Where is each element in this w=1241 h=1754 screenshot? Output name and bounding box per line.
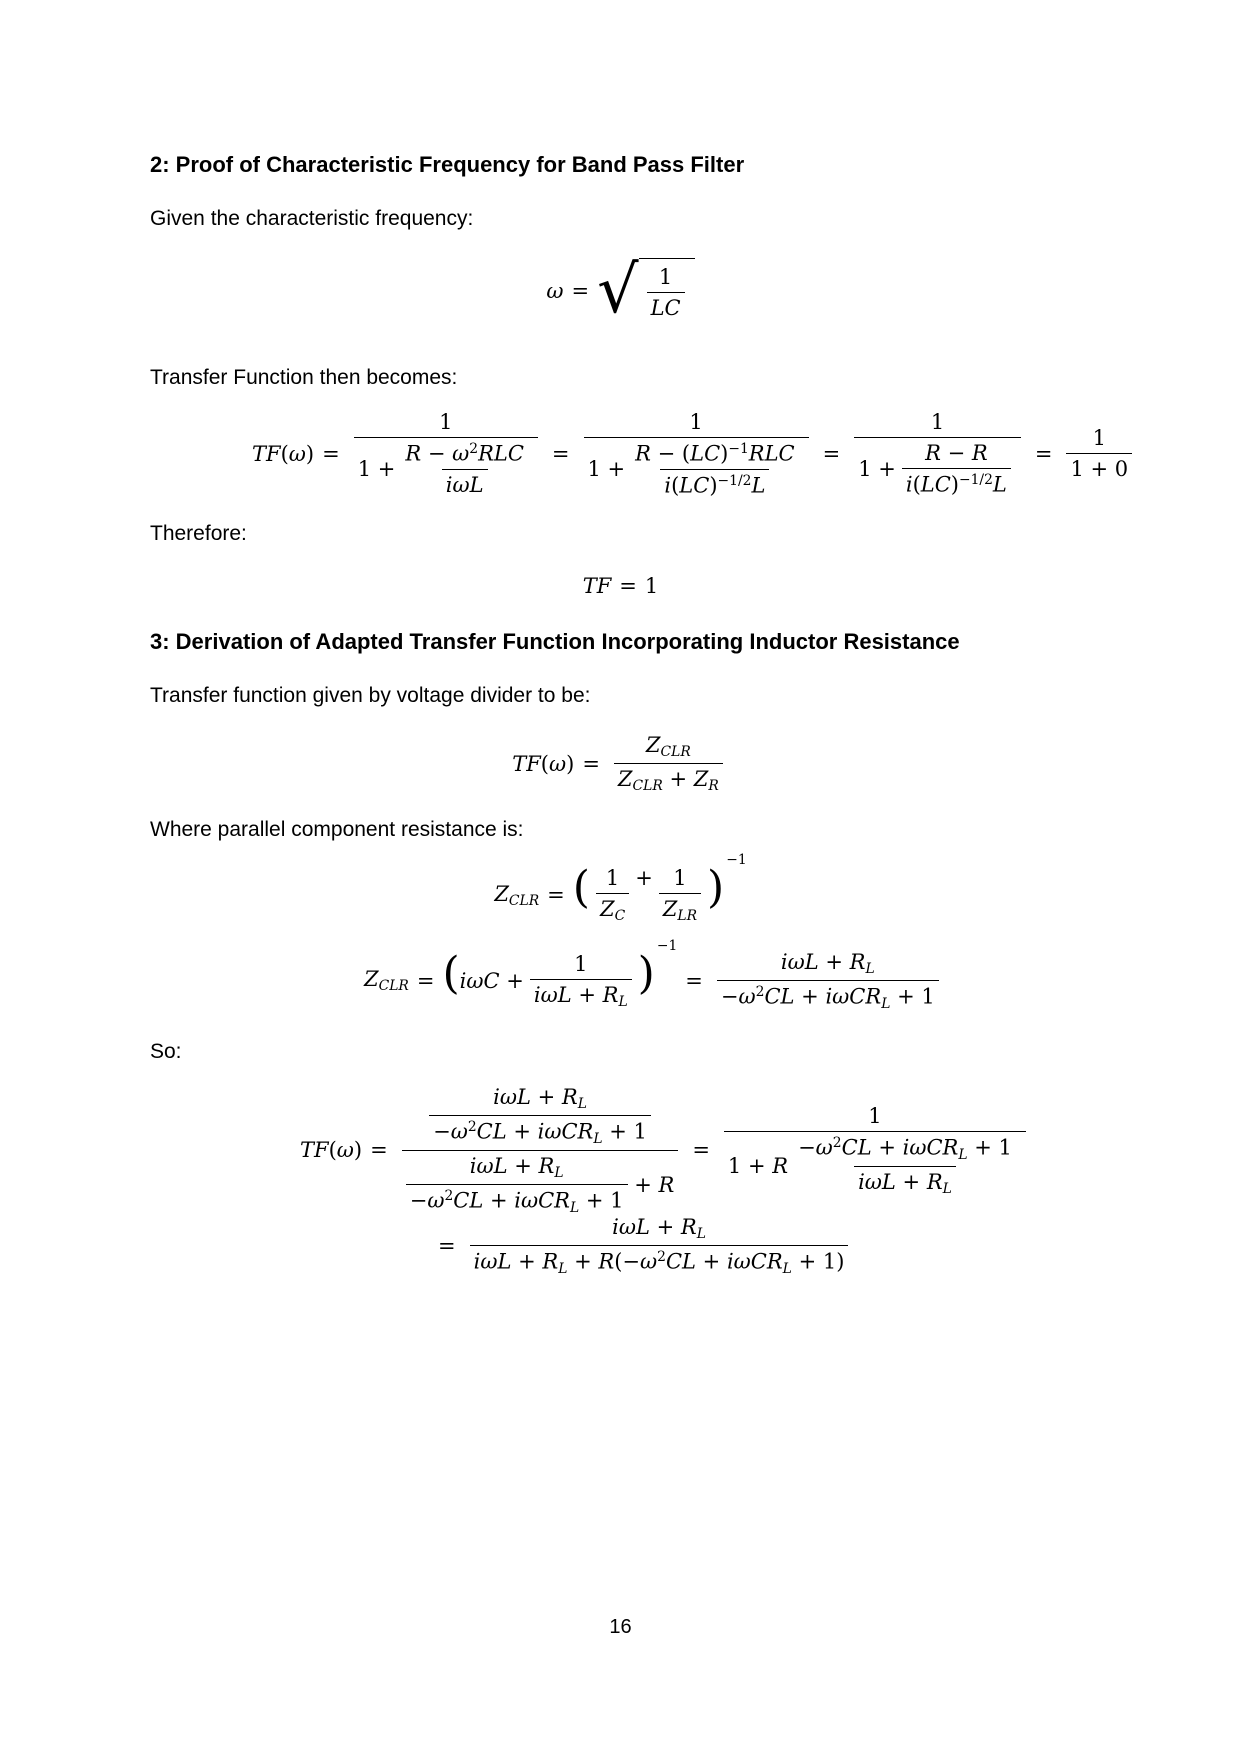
section-3-heading: 3: Derivation of Adapted Transfer Function Incorporating Inductor Resistance [150,629,960,654]
section-2-intro: Given the characteristic frequency: [150,207,474,230]
equation-tf-equals-one: TF = 1 [582,574,659,598]
section-3-intro: Transfer function given by voltage divider to be: [150,684,591,707]
section-2-transfer-text: Transfer Function then becomes: [150,366,458,389]
equation-parallel-impedance-expanded: ZCLR = ( iωC + $\frac{1}{\text{iωL + RL}}$ ) −1 = $\frac{\text{iωL + RL}}{-\omega^2CL + i\omega CRL + 1}$ [364,950,945,1012]
page-number: 16 [609,1616,632,1638]
equation-voltage-divider: TF(ω) = $\frac{\text{ZCLR}}{\text{ZCLR + ZR}}$ [0,733,1241,794]
section-3-parallel-text: Where parallel component resistance is: [150,818,524,841]
section-2-heading: 2: Proof of Characteristic Frequency for Band Pass Filter [150,152,745,177]
equation-characteristic-frequency: ω = √ $\frac{1}{LC}$ [0,258,1241,323]
equation-transfer-function-chain: TF(ω) = 1 1 + $\frac{R - \omega^2RLC}{\text{iωL}}$ = 1 1 + $\frac{R - (LC)^{-1}RLC}{i(LC)^{-1/2}L}$ = 1 1 + $\frac{R - R}{i(LC)^{-1/2}L}$ = $\frac{1}{1 + 0}$ [252,410,1138,497]
equation-parallel-impedance: ZCLR = ( $\frac{1}{ZC}$ + $\frac{1}{\text{ZLR}}$ ) −1 [494,852,747,925]
section-3-so: So: [150,1040,182,1063]
section-2-therefore: Therefore: [150,522,247,545]
equation-adapted-transfer-function: TF(ω) = $\frac{\text{iωL + RL}}{-\omega^2CL + i\omega CRL + 1}$ $\frac{\text{iωL + RL}}{-\omega^2CL + i\omega CRL + 1}$ + R = 1 1 + R $\frac{-\omega^2CL + i\omega CRL + 1}{\text{iωL + RL}}$ [300,1085,1032,1216]
equation-final-result: = $\frac{\text{iωL + RL}}{i\omega L + RL + R(-\omega^2CL + i\omega CRL + 1)}$ [430,1215,854,1277]
